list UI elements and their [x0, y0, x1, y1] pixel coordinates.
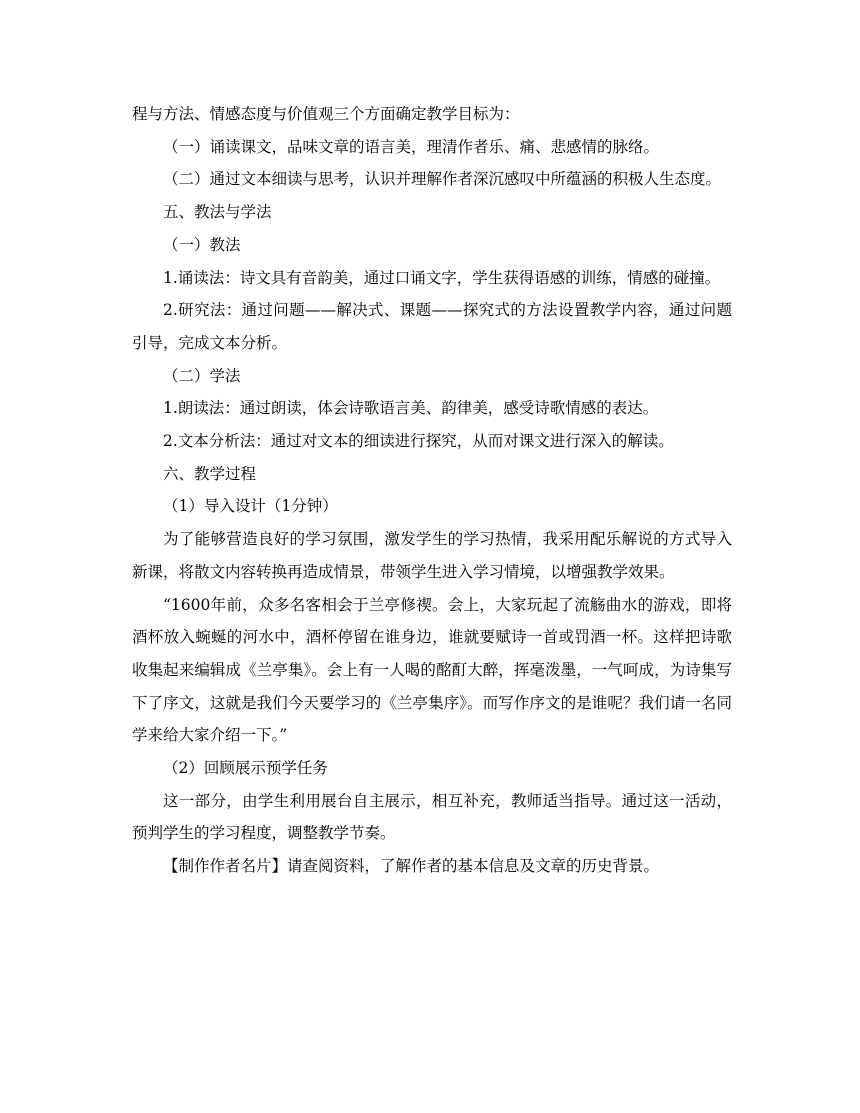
heading-teaching-process: 六、教学过程	[163, 464, 257, 483]
subheading-introduction-design: （1）导入设计（1分钟）	[163, 497, 338, 516]
paragraph-text-analysis-method: 2.文本分析法：通过对文本的细读进行探究，从而对课文进行深入的解读。	[163, 432, 674, 451]
paragraph-recitation-method: 1.诵读法：诗文具有音韵美，通过口诵文字，学生获得语感的训练，情感的碰撞。	[163, 268, 721, 287]
paragraph-goal-1: （一）诵读课文，品味文章的语言美，理清作者乐、痛、悲感情的脉络。	[163, 137, 660, 156]
document-body	[132, 98, 732, 883]
paragraph-author-card-task: 【制作作者名片】请查阅资料，了解作者的基本信息及文章的历史背景。	[163, 857, 660, 876]
subheading-teaching-methods: （一）教法	[163, 235, 241, 254]
paragraph-goal-2: （二）通过文本细读与思考，认识并理解作者深沉感叹中所蕴涵的积极人生态度。	[163, 170, 722, 189]
paragraph-reading-aloud-method: 1.朗读法：通过朗读，体会诗歌语言美、韵律美，感受诗歌情感的表达。	[163, 399, 659, 418]
paragraph-research-method: 2.研究法：通过问题——解决式、课题——探究式的方法设置教学内容，通过问题引导，完成文本分析。	[132, 301, 732, 352]
heading-teaching-and-learning-methods: 五、教法与学法	[163, 203, 272, 222]
paragraph-review-description: 这一部分，由学生利用展台自主展示，相互补充，教师适当指导。通过这一活动，预判学生的学习程度，调整教学节奏。	[132, 791, 732, 843]
subheading-learning-methods: （二）学法	[163, 366, 241, 385]
paragraph-introduction-approach: 为了能够营造良好的学习氛围，激发学生的学习热情，我采用配乐解说的方式导入新课，将散文内容转换再造成情景，带领学生进入学习情境，以增强教学效果。	[132, 530, 732, 581]
paragraph-goals-intro: 程与方法、情感态度与价值观三个方面确定教学目标为：	[132, 105, 520, 123]
paragraph-introduction-narration: “1600年前，众多名客相会于兰亭修禊。会上，大家玩起了流觞曲水的游戏，即将酒杯放入蜿蜒的河水中，酒杯停留在谁身边，谁就要赋诗一首或罚酒一杯。这样把诗歌收集起来编辑成《兰亭集》。会上有一人喝的酩酊大醉，挥毫泼墨，一气呵成，为诗集写下了序文，这就是我们今天要学习的《兰亭集序》。而写作序文的是谁呢？我们请一名同学来给大家介绍一下。”	[132, 595, 732, 745]
subheading-review-prelearning: （2）回顾展示预学任务	[163, 759, 328, 778]
